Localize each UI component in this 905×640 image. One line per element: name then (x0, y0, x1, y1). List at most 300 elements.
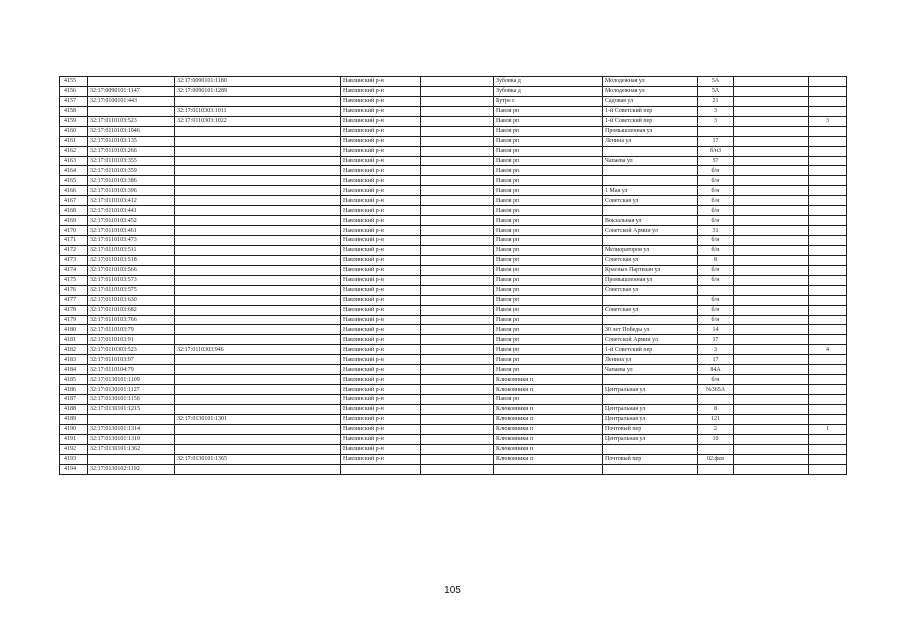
blank-cell (421, 315, 494, 325)
street-cell: Садовая ул (603, 96, 698, 106)
cadastral-number-cell: 32:17:0110103:682 (88, 305, 175, 315)
table-row (60, 265, 847, 275)
locality-cell: Навля рп (494, 295, 603, 305)
locality-cell: Навля рп (494, 216, 603, 226)
cadastral-number-alt-cell (175, 355, 341, 365)
cadastral-number-alt-cell (175, 275, 341, 285)
table-row (60, 375, 847, 385)
locality-cell: Навля рп (494, 136, 603, 146)
table-row (60, 86, 847, 96)
blank-cell (421, 295, 494, 305)
row-number-cell: 4173 (60, 255, 88, 265)
extra-value-cell: 1 (809, 424, 847, 434)
locality-cell: Навля рп (494, 345, 603, 355)
district-cell: Навлинский р-н (341, 424, 421, 434)
blank-cell-2 (734, 305, 809, 315)
district-cell: Навлинский р-н (341, 385, 421, 395)
table-row (60, 305, 847, 315)
cadastral-number-cell: 32:17:0110103:766 (88, 315, 175, 325)
district-cell: Навлинский р-н (341, 345, 421, 355)
district-cell: Навлинский р-н (341, 454, 421, 464)
house-number-cell: 17 (698, 355, 734, 365)
street-cell: Вокзальная ул (603, 216, 698, 226)
cadastral-number-cell: 32:17:0110303:523 (88, 345, 175, 355)
cadastral-number-alt-cell (175, 305, 341, 315)
district-cell: Навлинский р-н (341, 315, 421, 325)
house-number-cell: 31 (698, 226, 734, 236)
locality-cell: Клюковники п (494, 385, 603, 395)
blank-cell (421, 265, 494, 275)
table-row (60, 176, 847, 186)
table-row (60, 116, 847, 126)
street-cell: 1 Мая ул (603, 186, 698, 196)
blank-cell (421, 454, 494, 464)
district-cell: Навлинский р-н (341, 156, 421, 166)
cadastral-number-cell: 32:17:0110103:355 (88, 156, 175, 166)
street-cell (603, 206, 698, 216)
blank-cell-2 (734, 375, 809, 385)
locality-cell: Навля рп (494, 285, 603, 295)
cadastral-number-alt-cell (175, 375, 341, 385)
extra-value-cell (809, 216, 847, 226)
cadastral-number-alt-cell (175, 295, 341, 305)
table-row (60, 275, 847, 285)
cadastral-number-cell: 32:17:0110103:523 (88, 116, 175, 126)
street-cell: Советская ул (603, 196, 698, 206)
extra-value-cell (809, 176, 847, 186)
cadastral-number-cell: 32:17:0110103:518 (88, 255, 175, 265)
row-number-cell: 4188 (60, 404, 88, 414)
street-cell: Ленина ул (603, 136, 698, 146)
locality-cell: Клюковники п (494, 454, 603, 464)
blank-cell (421, 345, 494, 355)
table-row (60, 245, 847, 255)
blank-cell (421, 275, 494, 285)
blank-cell-2 (734, 206, 809, 216)
row-number-cell: 4175 (60, 275, 88, 285)
cadastral-number-cell: 32:17:0110103:441 (88, 206, 175, 216)
street-cell: Советская ул (603, 285, 698, 295)
row-number-cell: 4164 (60, 166, 88, 176)
row-number-cell: 4158 (60, 106, 88, 116)
district-cell: Навлинский р-н (341, 414, 421, 424)
cadastral-number-cell: 32:17:0090101:1147 (88, 86, 175, 96)
cadastral-number-alt-cell (175, 166, 341, 176)
extra-value-cell (809, 206, 847, 216)
locality-cell: Навля рп (494, 226, 603, 236)
row-number-cell: 4189 (60, 414, 88, 424)
cadastral-number-alt-cell (175, 385, 341, 395)
extra-value-cell (809, 375, 847, 385)
house-number-cell: б/н (698, 196, 734, 206)
blank-cell (421, 335, 494, 345)
extra-value-cell (809, 106, 847, 116)
house-number-cell: 8 (698, 255, 734, 265)
blank-cell (421, 86, 494, 96)
street-cell: Советской Армии ул (603, 226, 698, 236)
blank-cell-2 (734, 365, 809, 375)
cadastral-number-cell: 32:17:0110103:452 (88, 216, 175, 226)
blank-cell (421, 77, 494, 87)
extra-value-cell (809, 325, 847, 335)
locality-cell: Навля рп (494, 315, 603, 325)
table-row (60, 216, 847, 226)
district-cell: Навлинский р-н (341, 226, 421, 236)
row-number-cell: 4184 (60, 365, 88, 375)
house-number-cell: 21 (698, 96, 734, 106)
locality-cell: Навля рп (494, 186, 603, 196)
extra-value-cell (809, 196, 847, 206)
cadastral-number-alt-cell (175, 444, 341, 454)
cadastral-number-cell: 32:17:0130101:1215 (88, 404, 175, 414)
street-cell (603, 464, 698, 474)
street-cell: 30 лет Победы ул (603, 325, 698, 335)
table-row (60, 96, 847, 106)
district-cell: Навлинский р-н (341, 255, 421, 265)
cadastral-number-alt-cell (175, 424, 341, 434)
blank-cell-2 (734, 395, 809, 405)
extra-value-cell (809, 414, 847, 424)
cadastral-number-cell: 32:17:0110104:79 (88, 365, 175, 375)
blank-cell (421, 96, 494, 106)
locality-cell: Навля рп (494, 245, 603, 255)
table-row (60, 315, 847, 325)
locality-cell: Навля рп (494, 325, 603, 335)
locality-cell: Клюковники п (494, 414, 603, 424)
table-row (60, 255, 847, 265)
cadastral-number-cell (88, 106, 175, 116)
locality-cell: Навля рп (494, 206, 603, 216)
house-number-cell (698, 395, 734, 405)
table-row (60, 434, 847, 444)
table-row (60, 424, 847, 434)
street-cell: Советской Армии ул (603, 335, 698, 345)
street-cell: Советская ул (603, 255, 698, 265)
blank-cell-2 (734, 176, 809, 186)
blank-cell-2 (734, 385, 809, 395)
house-number-cell: б/н (698, 275, 734, 285)
street-cell: 1-й Советский пер (603, 116, 698, 126)
district-cell: Навлинский р-н (341, 86, 421, 96)
extra-value-cell (809, 126, 847, 136)
blank-cell (421, 365, 494, 375)
locality-cell: Навля рп (494, 365, 603, 375)
row-number-cell: 4185 (60, 375, 88, 385)
street-cell: Почтовый пер (603, 424, 698, 434)
locality-cell (494, 464, 603, 474)
district-cell: Навлинский р-н (341, 236, 421, 246)
row-number-cell: 4183 (60, 355, 88, 365)
blank-cell-2 (734, 345, 809, 355)
district-cell: Навлинский р-н (341, 77, 421, 87)
district-cell: Навлинский р-н (341, 166, 421, 176)
house-number-cell: б/н (698, 186, 734, 196)
cadastral-number-alt-cell (175, 395, 341, 405)
street-cell: Красных Партизан ул (603, 265, 698, 275)
house-number-cell: 10 (698, 434, 734, 444)
cadastral-number-cell: 32:17:0110103:79 (88, 325, 175, 335)
street-cell (603, 146, 698, 156)
locality-cell: Навля рп (494, 126, 603, 136)
table-row (60, 236, 847, 246)
table-row (60, 414, 847, 424)
district-cell: Навлинский р-н (341, 444, 421, 454)
district-cell: Навлинский р-н (341, 355, 421, 365)
register-table (59, 76, 847, 475)
register-body (60, 77, 847, 475)
street-cell (603, 395, 698, 405)
table-row (60, 196, 847, 206)
cadastral-number-alt-cell (175, 464, 341, 474)
house-number-cell: 121 (698, 414, 734, 424)
extra-value-cell (809, 136, 847, 146)
row-number-cell: 4177 (60, 295, 88, 305)
table-row (60, 226, 847, 236)
cadastral-number-alt-cell: 32:17:0090101:1289 (175, 86, 341, 96)
table-row (60, 156, 847, 166)
cadastral-number-cell: 32:17:0110103:386 (88, 176, 175, 186)
house-number-cell: 3 (698, 116, 734, 126)
cadastral-number-alt-cell (175, 146, 341, 156)
cadastral-number-alt-cell (175, 265, 341, 275)
cadastral-number-cell: 32:17:0110103:1046 (88, 126, 175, 136)
house-number-cell: 5А (698, 77, 734, 87)
district-cell: Навлинский р-н (341, 206, 421, 216)
street-cell: Центральная ул (603, 385, 698, 395)
table-row (60, 385, 847, 395)
row-number-cell: 4171 (60, 236, 88, 246)
blank-cell (421, 166, 494, 176)
district-cell: Навлинский р-н (341, 106, 421, 116)
blank-cell-2 (734, 265, 809, 275)
house-number-cell: 3 (698, 345, 734, 355)
house-number-cell: б/н (698, 206, 734, 216)
blank-cell (421, 146, 494, 156)
cadastral-number-alt-cell: 32:17:0110303:946 (175, 345, 341, 355)
cadastral-number-alt-cell (175, 216, 341, 226)
blank-cell-2 (734, 96, 809, 106)
blank-cell-2 (734, 335, 809, 345)
house-number-cell: 14 (698, 325, 734, 335)
house-number-cell (698, 444, 734, 454)
row-number-cell: 4181 (60, 335, 88, 345)
cadastral-number-alt-cell (175, 315, 341, 325)
blank-cell (421, 186, 494, 196)
table-row (60, 106, 847, 116)
extra-value-cell (809, 464, 847, 474)
district-cell: Навлинский р-н (341, 335, 421, 345)
table-row (60, 365, 847, 375)
extra-value-cell (809, 166, 847, 176)
extra-value-cell (809, 365, 847, 375)
row-number-cell: 4169 (60, 216, 88, 226)
blank-cell (421, 285, 494, 295)
extra-value-cell (809, 335, 847, 345)
house-number-cell (698, 126, 734, 136)
table-row (60, 186, 847, 196)
blank-cell-2 (734, 126, 809, 136)
cadastral-number-cell: 32:17:0110103:575 (88, 285, 175, 295)
district-cell: Навлинский р-н (341, 216, 421, 226)
cadastral-number-cell: 32:17:0130101:1362 (88, 444, 175, 454)
extra-value-cell (809, 454, 847, 464)
district-cell: Навлинский р-н (341, 96, 421, 106)
cadastral-number-alt-cell (175, 255, 341, 265)
cadastral-number-cell: 32:17:0130101:1127 (88, 385, 175, 395)
row-number-cell: 4180 (60, 325, 88, 335)
table-row (60, 285, 847, 295)
street-cell: Молодежная ул (603, 86, 698, 96)
district-cell: Навлинский р-н (341, 395, 421, 405)
row-number-cell: 4161 (60, 136, 88, 146)
blank-cell (421, 196, 494, 206)
locality-cell: Бутре с (494, 96, 603, 106)
cadastral-number-alt-cell: 32:17:0130101:1301 (175, 414, 341, 424)
locality-cell: Навля рп (494, 236, 603, 246)
street-cell: Центральная ул (603, 414, 698, 424)
extra-value-cell (809, 186, 847, 196)
cadastral-number-alt-cell (175, 186, 341, 196)
extra-value-cell (809, 355, 847, 365)
blank-cell-2 (734, 166, 809, 176)
blank-cell-2 (734, 226, 809, 236)
district-cell: Навлинский р-н (341, 365, 421, 375)
blank-cell (421, 206, 494, 216)
locality-cell: Навля рп (494, 176, 603, 186)
blank-cell (421, 385, 494, 395)
blank-cell (421, 404, 494, 414)
house-number-cell: б/н (698, 216, 734, 226)
house-number-cell: б/н3 (698, 146, 734, 156)
row-number-cell: 4179 (60, 315, 88, 325)
house-number-cell: 8 (698, 404, 734, 414)
district-cell: Навлинский р-н (341, 116, 421, 126)
extra-value-cell (809, 77, 847, 87)
blank-cell (421, 106, 494, 116)
cadastral-number-alt-cell (175, 325, 341, 335)
table-row (60, 355, 847, 365)
locality-cell: Зубовка д (494, 86, 603, 96)
blank-cell (421, 375, 494, 385)
locality-cell: Клюковники п (494, 375, 603, 385)
table-row (60, 395, 847, 405)
street-cell: Центральная ул (603, 404, 698, 414)
cadastral-number-alt-cell (175, 335, 341, 345)
blank-cell-2 (734, 325, 809, 335)
table-row (60, 325, 847, 335)
cadastral-number-cell: 32:17:0130101:1156 (88, 395, 175, 405)
table-row (60, 126, 847, 136)
house-number-cell: 3 (698, 106, 734, 116)
cadastral-number-alt-cell (175, 404, 341, 414)
house-number-cell: 57 (698, 156, 734, 166)
blank-cell-2 (734, 136, 809, 146)
blank-cell (421, 305, 494, 315)
street-cell: Ленина ул (603, 355, 698, 365)
house-number-cell: 84А (698, 365, 734, 375)
blank-cell-2 (734, 434, 809, 444)
cadastral-number-cell: 32:17:0110103:412 (88, 196, 175, 206)
row-number-cell: 4190 (60, 424, 88, 434)
locality-cell: Навля рп (494, 146, 603, 156)
cadastral-number-cell: 32:17:0110103:511 (88, 245, 175, 255)
blank-cell-2 (734, 186, 809, 196)
extra-value-cell (809, 275, 847, 285)
district-cell: Навлинский р-н (341, 196, 421, 206)
house-number-cell: 02.фев (698, 454, 734, 464)
district-cell: Навлинский р-н (341, 176, 421, 186)
table-row (60, 206, 847, 216)
district-cell: Навлинский р-н (341, 126, 421, 136)
blank-cell (421, 226, 494, 236)
extra-value-cell (809, 285, 847, 295)
blank-cell-2 (734, 285, 809, 295)
cadastral-number-alt-cell (175, 434, 341, 444)
row-number-cell: 4168 (60, 206, 88, 216)
cadastral-number-cell: 32:17:0130101:1319 (88, 434, 175, 444)
street-cell: Чапаева ул (603, 365, 698, 375)
row-number-cell: 4163 (60, 156, 88, 166)
street-cell: 1-й Советский пер (603, 345, 698, 355)
extra-value-cell (809, 305, 847, 315)
house-number-cell: б/н (698, 305, 734, 315)
row-number-cell: 4186 (60, 385, 88, 395)
cadastral-number-cell: 32:17:0110103:461 (88, 226, 175, 236)
row-number-cell: 4178 (60, 305, 88, 315)
table-row (60, 404, 847, 414)
street-cell (603, 176, 698, 186)
blank-cell (421, 236, 494, 246)
blank-cell-2 (734, 444, 809, 454)
cadastral-number-cell: 32:17:0100101:443 (88, 96, 175, 106)
cadastral-number-alt-cell (175, 226, 341, 236)
cadastral-number-alt-cell (175, 96, 341, 106)
blank-cell (421, 245, 494, 255)
cadastral-number-cell (88, 454, 175, 464)
blank-cell-2 (734, 116, 809, 126)
table-row (60, 295, 847, 305)
street-cell: Чапаева ул (603, 156, 698, 166)
district-cell: Навлинский р-н (341, 325, 421, 335)
extra-value-cell: 4 (809, 345, 847, 355)
cadastral-number-cell: 32:17:0130101:1109 (88, 375, 175, 385)
district-cell (341, 464, 421, 474)
district-cell: Навлинский р-н (341, 404, 421, 414)
street-cell (603, 375, 698, 385)
blank-cell-2 (734, 404, 809, 414)
page-number: 105 (444, 585, 461, 596)
blank-cell-2 (734, 255, 809, 265)
row-number-cell: 4174 (60, 265, 88, 275)
cadastral-number-alt-cell (175, 156, 341, 166)
extra-value-cell (809, 434, 847, 444)
district-cell: Навлинский р-н (341, 265, 421, 275)
blank-cell-2 (734, 106, 809, 116)
house-number-cell: №365А (698, 385, 734, 395)
cadastral-number-cell: 32:17:0130102:1192 (88, 464, 175, 474)
cadastral-number-cell: 32:17:0110103:630 (88, 295, 175, 305)
row-number-cell: 4191 (60, 434, 88, 444)
cadastral-number-alt-cell (175, 236, 341, 246)
row-number-cell: 4176 (60, 285, 88, 295)
table-row (60, 166, 847, 176)
district-cell: Навлинский р-н (341, 305, 421, 315)
locality-cell: Навля рп (494, 196, 603, 206)
blank-cell-2 (734, 156, 809, 166)
extra-value-cell (809, 265, 847, 275)
locality-cell: Клюковники п (494, 434, 603, 444)
district-cell: Навлинский р-н (341, 186, 421, 196)
